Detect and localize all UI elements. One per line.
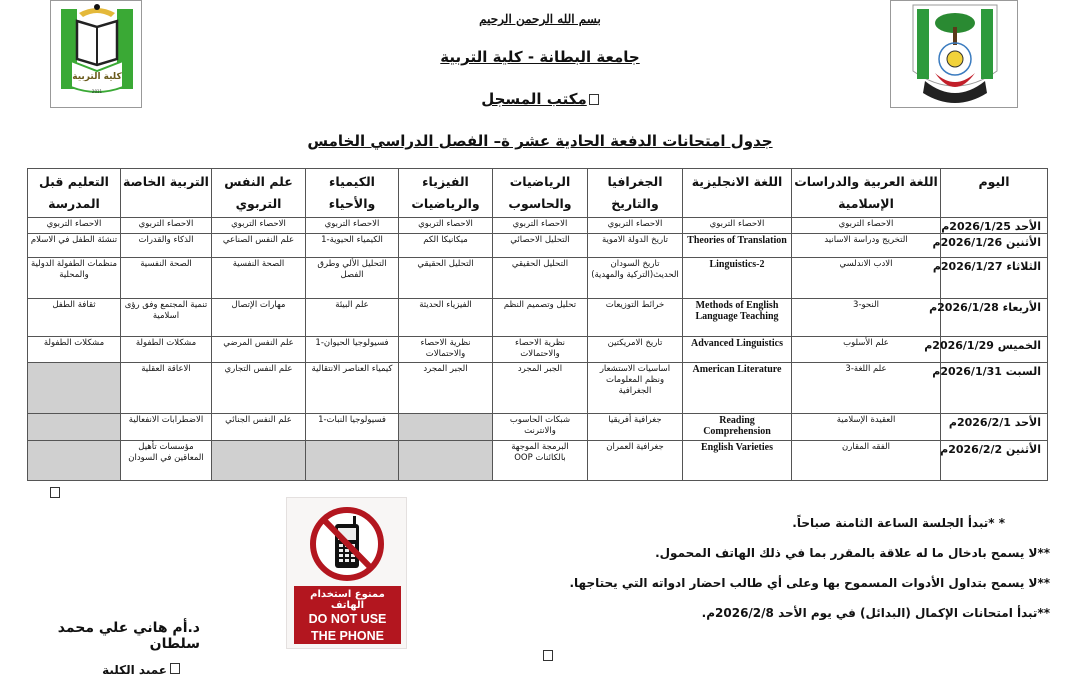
exam-cell: نظرية الاحصاء والاحتمالات	[493, 337, 588, 363]
exam-cell: جغرافية أفريقيا	[588, 414, 683, 441]
faculty-logo	[50, 0, 142, 108]
empty-cell	[399, 441, 493, 481]
signature-name: د.أم هاني علي محمد سلطان	[57, 620, 200, 652]
office-checkbox-icon	[589, 94, 599, 105]
empty-cell	[28, 414, 121, 441]
column-header: الفيزياء والرياضيات	[399, 169, 493, 218]
no-phone-sign	[286, 497, 407, 649]
signature-title-text: عميد الكلية	[102, 663, 167, 675]
day-cell: الأحد 2026/1/25م	[941, 218, 1048, 234]
column-header: علم النفس التربوي	[212, 169, 306, 218]
day-cell: الأحد 2026/2/1م	[941, 414, 1048, 441]
checkbox-icon	[543, 650, 553, 661]
exam-cell: الادب الاندلسي	[792, 258, 941, 299]
office-title	[300, 90, 780, 108]
exam-cell: مؤسسات تأهيل المعاقين في السودان	[121, 441, 212, 481]
exam-cell: الاحصاء التربوي	[212, 218, 306, 234]
day-cell: الأربعاء 2026/1/28م	[941, 299, 1048, 337]
exam-cell: الذكاء والقدرات	[121, 234, 212, 258]
exam-cell: علم النفس الجنائي	[212, 414, 306, 441]
exam-cell: مشكلات الطفولة	[121, 337, 212, 363]
exam-cell: الاحصاء التربوي	[28, 218, 121, 234]
day-cell: الأثنين 2026/1/26م	[941, 234, 1048, 258]
exam-cell: فسيولوجيا النبات-1	[306, 414, 399, 441]
empty-cell	[28, 441, 121, 481]
exam-cell: البرمجة الموجهة بالكائنات OOP	[493, 441, 588, 481]
exam-cell: التخريج ودراسة الاسانيد	[792, 234, 941, 258]
table-row	[28, 299, 1048, 337]
sign-line-2: THE PHONE	[311, 629, 384, 643]
sign-line-1: DO NOT USE	[308, 612, 387, 626]
university-logo	[890, 0, 1018, 108]
exam-cell: العقيدة الإسلامية	[792, 414, 941, 441]
svg-text:2011: 2011	[91, 89, 103, 94]
exam-cell: الصحة النفسية	[212, 258, 306, 299]
exam-cell: تنشئة الطفل في الاسلام	[28, 234, 121, 258]
exam-schedule-table	[27, 168, 1048, 481]
note-item: * *تبدأ الجلسة الساعة الثامنة صباحاً.	[792, 516, 1005, 530]
exam-cell: الاحصاء التربوي	[306, 218, 399, 234]
exam-cell: فسيولوجيا الحيوان-1	[306, 337, 399, 363]
exam-cell: Theories of Translation	[683, 234, 792, 258]
exam-cell: كيمياء العناصر الانتقالية	[306, 363, 399, 414]
exam-cell: الاحصاء التربوي	[493, 218, 588, 234]
exam-cell: الاحصاء التربوي	[121, 218, 212, 234]
exam-cell: تنمية المجتمع وفق رؤى اسلامية	[121, 299, 212, 337]
exam-cell: الكيمياء الحيوية-1	[306, 234, 399, 258]
exam-cell: اساسيات الاستشعار ونظم المعلومات الجغرافية	[588, 363, 683, 414]
note-item: **تبدأ امتحانات الإكمال (البدائل) في يوم الأحد 2026/2/8م.	[701, 606, 1050, 620]
exam-cell: تحليل وتصميم النظم	[493, 299, 588, 337]
no-phone-icon	[287, 498, 408, 588]
basmala: بسم الله الرحمن الرحيم	[479, 12, 601, 26]
exam-cell: English Varieties	[683, 441, 792, 481]
exam-cell: الاحصاء التربوي	[399, 218, 493, 234]
exam-cell: مشكلات الطفولة	[28, 337, 121, 363]
day-cell: الأثنين 2026/2/2م	[941, 441, 1048, 481]
table-row	[28, 414, 1048, 441]
exam-cell: الجبر المجرد	[399, 363, 493, 414]
office-label: مكتب المسجل	[481, 90, 587, 108]
exam-cell: علم النفس الصناعي	[212, 234, 306, 258]
exam-cell: النحو-3	[792, 299, 941, 337]
table-header-row	[28, 169, 1048, 218]
column-header: اللغة العربية والدراسات الإسلامية	[792, 169, 941, 218]
exam-cell: American Literature	[683, 363, 792, 414]
exam-cell: الفيزياء الحديثة	[399, 299, 493, 337]
table-row	[28, 441, 1048, 481]
day-cell: الثلاثاء 2026/1/27م	[941, 258, 1048, 299]
empty-cell	[28, 363, 121, 414]
exam-cell: نظرية الاحصاء والاحتمالات	[399, 337, 493, 363]
column-header: الجغرافيا والتاريخ	[588, 169, 683, 218]
exam-cell: الاحصاء التربوي	[792, 218, 941, 234]
exam-cell: تاريخ الامريكتين	[588, 337, 683, 363]
exam-cell: الاحصاء التربوي	[683, 218, 792, 234]
exam-cell: خرائط التوزيعات	[588, 299, 683, 337]
empty-cell	[399, 414, 493, 441]
checkbox-icon	[170, 663, 180, 674]
exam-cell: تاريخ الدولة الاموية	[588, 234, 683, 258]
exam-cell: علم النفس المرضي	[212, 337, 306, 363]
table-row	[28, 337, 1048, 363]
exam-cell: ميكانيكا الكم	[399, 234, 493, 258]
exam-cell: الجبر المجرد	[493, 363, 588, 414]
exam-cell: Linguistics-2	[683, 258, 792, 299]
exam-cell: الاحصاء التربوي	[588, 218, 683, 234]
exam-cell: التحليل الحقيقي	[493, 258, 588, 299]
exam-cell: الاضطرابات الانفعالية	[121, 414, 212, 441]
empty-cell	[212, 441, 306, 481]
exam-cell: Methods of English Language Teaching	[683, 299, 792, 337]
exam-cell: علم الأسلوب	[792, 337, 941, 363]
exam-cell: علم النفس التجاري	[212, 363, 306, 414]
column-header: التعليم قبل المدرسة	[28, 169, 121, 218]
checkbox-icon	[50, 487, 60, 498]
exam-cell: الفقه المقارن	[792, 441, 941, 481]
sign-text-panel	[294, 586, 401, 644]
column-header: الكيمياء والأحياء	[306, 169, 399, 218]
exam-cell: التحليل الحقيقي	[399, 258, 493, 299]
exam-cell: Reading Comprehension	[683, 414, 792, 441]
signature-title	[60, 663, 180, 675]
column-header: اللغة الانجليزية	[683, 169, 792, 218]
exam-cell: Advanced Linguistics	[683, 337, 792, 363]
day-cell: الخميس 2026/1/29م	[941, 337, 1048, 363]
exam-notes	[490, 512, 1050, 632]
exam-cell: التحليل الألي وطرق الفصل	[306, 258, 399, 299]
sign-arabic-text: ممنوع استخدام الهاتف	[310, 589, 385, 611]
table-row	[28, 218, 1048, 234]
university-title: جامعة البطانة - كلية التربية	[440, 48, 640, 66]
column-header: الرياضيات والحاسوب	[493, 169, 588, 218]
svg-text:كلية التربية: كلية التربية	[72, 72, 122, 82]
table-row	[28, 258, 1048, 299]
schedule-title: جدول امتحانات الدفعة الحادية عشر ة– الفصل الدراسي الخامس	[307, 132, 773, 150]
column-header: التربية الخاصة	[121, 169, 212, 218]
exam-cell: ثقافة الطفل	[28, 299, 121, 337]
note-item: **لا يسمح بادخال ما له علاقة بالمقرر بما في ذلك الهاتف المحمول.	[655, 546, 1050, 560]
exam-cell: علم البيئة	[306, 299, 399, 337]
exam-cell: التحليل الاحصائي	[493, 234, 588, 258]
faculty-emblem-icon	[51, 1, 142, 108]
exam-cell: جغرافية العمران	[588, 441, 683, 481]
university-emblem-icon	[891, 1, 1018, 108]
empty-cell	[306, 441, 399, 481]
table-row	[28, 363, 1048, 414]
exam-cell: شبكات الحاسوب والانترنت	[493, 414, 588, 441]
exam-cell: الصحة النفسية	[121, 258, 212, 299]
exam-cell: مهارات الإتصال	[212, 299, 306, 337]
day-cell: السبت 2026/1/31م	[941, 363, 1048, 414]
column-header: اليوم	[941, 169, 1048, 218]
exam-cell: علم اللغة-3	[792, 363, 941, 414]
table-row	[28, 234, 1048, 258]
exam-cell: الاعاقة العقلية	[121, 363, 212, 414]
exam-cell: منظمات الطفولة الدولية والمحلية	[28, 258, 121, 299]
note-item: **لا يسمح بتداول الأدوات المسموح بها وعلى أي طالب احضار ادواته التي يحتاجها.	[569, 576, 1050, 590]
exam-cell: تاريخ السودان الحديث(التركية والمهدية)	[588, 258, 683, 299]
